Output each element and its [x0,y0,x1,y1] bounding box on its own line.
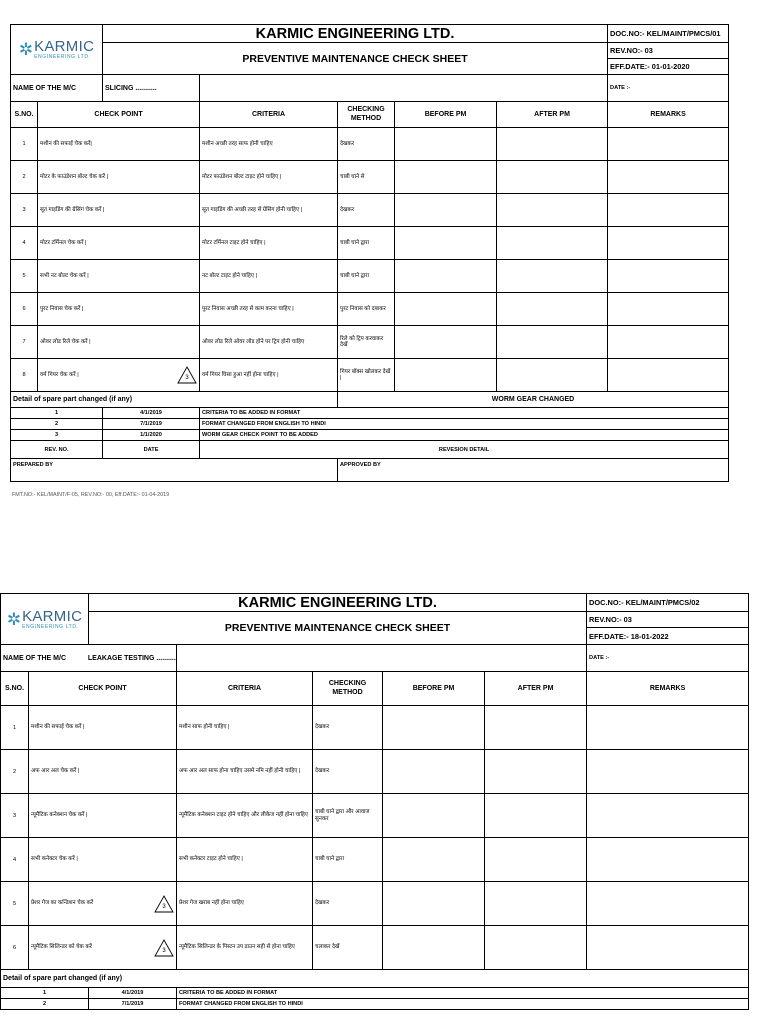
sheet1-table [10,24,729,482]
row-check-point [38,359,200,392]
row-criteria: पुरट निवास अच्छी तरह से काम करना चाहिए | [200,293,338,326]
checklist-row [1,838,749,882]
row-method: रिले को ट्रिप करवाकर देखें [338,326,395,359]
sheet1-revisions [11,408,729,441]
row-sno: 3 [11,194,38,227]
before-pm-header: BEFORE PM [395,102,497,128]
revision-date: 7/1/2019 [89,999,177,1010]
rev-no-2: REV.NO:- 03 [587,612,749,628]
row-criteria: नट बोल्ट टाइट होने चाहिए | [200,260,338,293]
row-method: पुरट निवास को दबाकर [338,293,395,326]
revision-no: 1 [11,408,103,419]
after-pm-header: AFTER PM [485,672,587,706]
criteria-header: CRITERIA [177,672,313,706]
after-pm-cell[interactable] [497,161,608,194]
row-check-point [38,227,200,260]
check-point-header: CHECK POINT [38,102,200,128]
row-check-point-text: न्यूमैटिक सिलिन्डर को चेक करें [31,944,92,951]
machine-name-value[interactable]: SLICING ........... [103,75,200,102]
row-sno: 3 [1,794,29,838]
remarks-cell[interactable] [587,926,749,970]
before-pm-cell[interactable] [395,293,497,326]
checklist-row [11,194,729,227]
revision-no: 3 [11,430,103,441]
remarks-cell[interactable] [587,794,749,838]
sno-header: S.NO. [11,102,38,128]
checklist-row [1,926,749,970]
sheet1-checklist [11,128,729,392]
doc-no-2: DOC.NO:- KEL/MAINT/PMCS/02 [587,594,749,612]
remarks-cell[interactable] [608,128,729,161]
row-sno: 5 [1,882,29,926]
row-criteria: मशीन साफ होनी चाहिए | [177,706,313,750]
company-logo-2: ✲ KARMIC ENGINEERING LTD. [1,594,89,645]
revision-no: 2 [11,419,103,430]
row-check-point-text: सूत गाइडिंग की ग्रेसिंग चेक करें | [40,206,105,213]
row-criteria: सभी कनेक्टर टाइट होने चाहिए | [177,838,313,882]
revision-triangle-icon [177,366,197,384]
row-check-point [29,794,177,838]
row-check-point [38,194,200,227]
row-check-point-text: मशीन की सफाई चेक करें| [40,140,92,147]
sheet2-revisions [1,988,749,1010]
revision-row [11,408,729,419]
company-name: KARMIC ENGINEERING LTD. [103,25,608,43]
after-pm-cell[interactable] [485,838,587,882]
revision-triangle-icon [154,939,174,957]
revision-mark-number: 3 [162,947,166,954]
revision-header-row [11,441,729,459]
spare-detail-value[interactable]: WORM GEAR CHANGED [338,392,729,408]
after-pm-cell[interactable] [497,128,608,161]
before-pm-cell[interactable] [383,794,485,838]
row-method: चाबी घाने द्वारा [338,227,395,260]
remarks-cell[interactable] [608,161,729,194]
row-criteria: वर्म गियर घिसा हुआ नहीं होना चाहिए | [200,359,338,392]
remarks-cell[interactable] [587,750,749,794]
machine-blank-2 [177,645,587,672]
checklist-row [11,293,729,326]
after-pm-cell[interactable] [485,794,587,838]
rev-no: REV.NO:- 03 [608,43,729,59]
remarks-cell[interactable] [608,326,729,359]
doc-no: DOC.NO:- KEL/MAINT/PMCS/01 [608,25,729,43]
after-pm-cell[interactable] [497,326,608,359]
spare-detail-label: Detail of spare part changed (if any) [11,392,338,408]
remarks-header: REMARKS [608,102,729,128]
before-pm-cell[interactable] [395,128,497,161]
after-pm-cell[interactable] [485,750,587,794]
row-method: देखकर [313,750,383,794]
revision-date: 1/1/2020 [103,430,200,441]
after-pm-cell[interactable] [485,706,587,750]
row-method: चाबी घाने द्वारा और आवाज सुनकर [313,794,383,838]
revision-row [1,988,749,999]
row-sno: 4 [1,838,29,882]
row-sno: 6 [1,926,29,970]
checklist-row [1,750,749,794]
row-sno: 4 [11,227,38,260]
checklist-row [11,359,729,392]
row-sno: 6 [11,293,38,326]
before-pm-cell[interactable] [383,750,485,794]
page-title: PREVENTIVE MAINTENANCE CHECK SHEET [103,43,608,75]
row-check-point-text: सभी नट बोल्ट चेक करें | [40,272,89,279]
form-footnote: FMT.NO:- KEL/MAINT/F-05, REV.NO:- 00, Eff.DATE:- 01-04-2019 [12,492,170,498]
before-pm-cell[interactable] [383,706,485,750]
row-criteria: अफ आर अल साफ होना चाहिए उसमे नमि नहीं होनी चाहिए | [177,750,313,794]
before-pm-cell[interactable] [395,260,497,293]
row-check-point-text: न्यूमैटिक कनेक्शन चेक करें | [31,812,88,819]
machine-name-label-2: NAME OF THE M/C [3,654,66,662]
checklist-row [11,128,729,161]
machine-name-2[interactable] [1,645,177,672]
rev-no-header: REV. NO. [11,441,103,459]
row-sno: 5 [11,260,38,293]
checklist-row [11,326,729,359]
before-pm-cell[interactable] [395,326,497,359]
before-pm-cell[interactable] [395,359,497,392]
check-point-header: CHECK POINT [29,672,177,706]
row-check-point-text: मोटर के फाउंडेशन बोल्ट चेक करें | [40,173,109,180]
row-check-point [29,750,177,794]
checking-method-header: CHECKING METHOD [338,102,395,128]
revision-mark-number: 3 [162,903,166,910]
before-pm-cell[interactable] [395,161,497,194]
row-sno: 7 [11,326,38,359]
row-check-point [29,706,177,750]
row-method: चाबी घाने द्वारा [338,260,395,293]
remarks-cell[interactable] [608,194,729,227]
row-check-point-text: पुरट निवास चेक करें | [40,305,84,312]
remarks-cell[interactable] [587,706,749,750]
check-sheet-2 [0,593,748,1010]
date-field[interactable]: DATE :- [608,75,729,102]
approved-by: APPROVED BY [338,459,729,482]
row-method: गियर बॉक्स खोलकर देखें | [338,359,395,392]
revision-detail: FORMAT CHANGED FROM ENGLISH TO HINDI [200,419,729,430]
revision-triangle-icon [154,895,174,913]
remarks-header: REMARKS [587,672,749,706]
before-pm-cell[interactable] [395,194,497,227]
remarks-cell[interactable] [608,293,729,326]
revision-detail: WORM GEAR CHECK POINT TO BE ADDED [200,430,729,441]
after-pm-cell[interactable] [497,260,608,293]
revision-row [11,419,729,430]
revision-row [11,430,729,441]
row-method: देखकर [313,882,383,926]
after-pm-header: AFTER PM [497,102,608,128]
spare-detail-label-2: Detail of spare part changed (if any) [1,970,749,988]
row-check-point [29,926,177,970]
row-criteria: मोटर फाउंडेशन बोल्ट टाइट होने चाहिए | [200,161,338,194]
eff-date-2: EFF.DATE:- 18-01-2022 [587,628,749,645]
revision-date: 4/1/2019 [103,408,200,419]
row-criteria: सूत गाइडिंग की अच्छी तरह से ग्रेसिंग होनी चाहिए | [200,194,338,227]
row-criteria: मशीन अच्छी तरह साफ होनी चाहिए [200,128,338,161]
row-check-point-text: वर्म गियर चेक करें | [40,371,79,378]
row-check-point [29,838,177,882]
row-check-point [38,260,200,293]
before-pm-cell[interactable] [383,838,485,882]
logo-mark-icon: ✲ [18,40,34,59]
row-sno: 8 [11,359,38,392]
column-header-row [11,102,729,128]
sno-header: S.NO. [1,672,29,706]
eff-date: EFF.DATE:- 01-01-2020 [608,59,729,75]
criteria-header: CRITERIA [200,102,338,128]
row-check-point-text: सभी कनेक्टर चेक करें | [31,856,78,863]
revision-no: 2 [1,999,89,1010]
checklist-row [11,161,729,194]
sheet2-checklist [1,706,749,970]
after-pm-cell[interactable] [497,227,608,260]
revision-date: 7/1/2019 [103,419,200,430]
prepared-by: PREPARED BY [11,459,338,482]
row-criteria: मोटर टर्मिनल टाइट होने चाहिए | [200,227,338,260]
check-sheet-1 [10,24,728,482]
machine-blank [200,75,608,102]
checklist-row [1,706,749,750]
row-method: देखकर [338,128,395,161]
row-method: चाबी घाने से [338,161,395,194]
revision-mark-number: 3 [185,375,189,382]
row-method: देखकर [338,194,395,227]
company-name-2: KARMIC ENGINEERING LTD. [89,594,587,612]
row-method: देखकर [313,706,383,750]
row-check-point-text: अफ आर अल चेक करें | [31,768,80,775]
checklist-row [1,882,749,926]
row-check-point-text: प्रेशर गेज का कन्डिशन चेक करें [31,900,94,907]
revision-no: 1 [1,988,89,999]
checklist-row [11,227,729,260]
row-criteria: न्यूमैटिक सिलिन्डर के पिस्टन उप डाउन सही से होना चाहिए [177,926,313,970]
after-pm-cell[interactable] [485,882,587,926]
checking-method-header: CHECKING METHOD [313,672,383,706]
row-check-point [38,293,200,326]
row-check-point [38,128,200,161]
remarks-cell[interactable] [587,882,749,926]
after-pm-cell[interactable] [485,926,587,970]
after-pm-cell[interactable] [497,359,608,392]
column-header-row-2 [1,672,749,706]
sheet2-table [0,593,749,1010]
revision-detail: FORMAT CHANGED FROM ENGLISH TO HINDI [177,999,749,1010]
revision-row [1,999,749,1010]
before-pm-cell[interactable] [395,227,497,260]
revision-detail: CRITERIA TO BE ADDED IN FORMAT [200,408,729,419]
row-method: चाबी घाने द्वारा [313,838,383,882]
row-sno: 1 [1,706,29,750]
checklist-row [1,794,749,838]
machine-name-value-2: LEAKAGE TESTING .......... [87,654,176,662]
before-pm-header: BEFORE PM [383,672,485,706]
row-check-point-text: ओवर लोड रिले चेक करें | [40,338,91,345]
row-check-point [38,326,200,359]
logo-mark-icon: ✲ [6,609,22,629]
row-sno: 1 [11,128,38,161]
remarks-cell[interactable] [608,227,729,260]
checklist-row [11,260,729,293]
revision-detail: CRITERIA TO BE ADDED IN FORMAT [177,988,749,999]
before-pm-cell[interactable] [383,926,485,970]
after-pm-cell[interactable] [497,293,608,326]
remarks-cell[interactable] [608,260,729,293]
row-check-point-text: मोटर टर्मिनल चेक करें | [40,239,87,246]
date-field-2[interactable]: DATE :- [587,645,749,672]
page-title-2: PREVENTIVE MAINTENANCE CHECK SHEET [89,612,587,645]
row-sno: 2 [11,161,38,194]
row-criteria: प्रेशर गेज खराब नहीं होना चाहिए [177,882,313,926]
row-sno: 2 [1,750,29,794]
row-method: चलाकर देखें [313,926,383,970]
revision-detail-header: REVESION DETAIL [200,441,729,459]
row-check-point [29,882,177,926]
after-pm-cell[interactable] [497,194,608,227]
machine-name-label: NAME OF THE M/C [11,75,103,102]
before-pm-cell[interactable] [383,882,485,926]
remarks-cell[interactable] [587,838,749,882]
rev-date-header: DATE [103,441,200,459]
row-check-point-text: मशीन की सफाई चेक करें | [31,724,85,731]
row-check-point [38,161,200,194]
row-criteria: ओवर लोड रिले ओवर लोड होने पर ट्रिप होनी चाहिए [200,326,338,359]
remarks-cell[interactable] [608,359,729,392]
revision-date: 4/1/2019 [89,988,177,999]
row-criteria: न्यूमैटिक कनेक्शन टाइट होने चाहिए और लीकेज नहीं होना चाहिए [177,794,313,838]
company-logo: ✲ KARMIC ENGINEERING LTD. [11,25,103,75]
